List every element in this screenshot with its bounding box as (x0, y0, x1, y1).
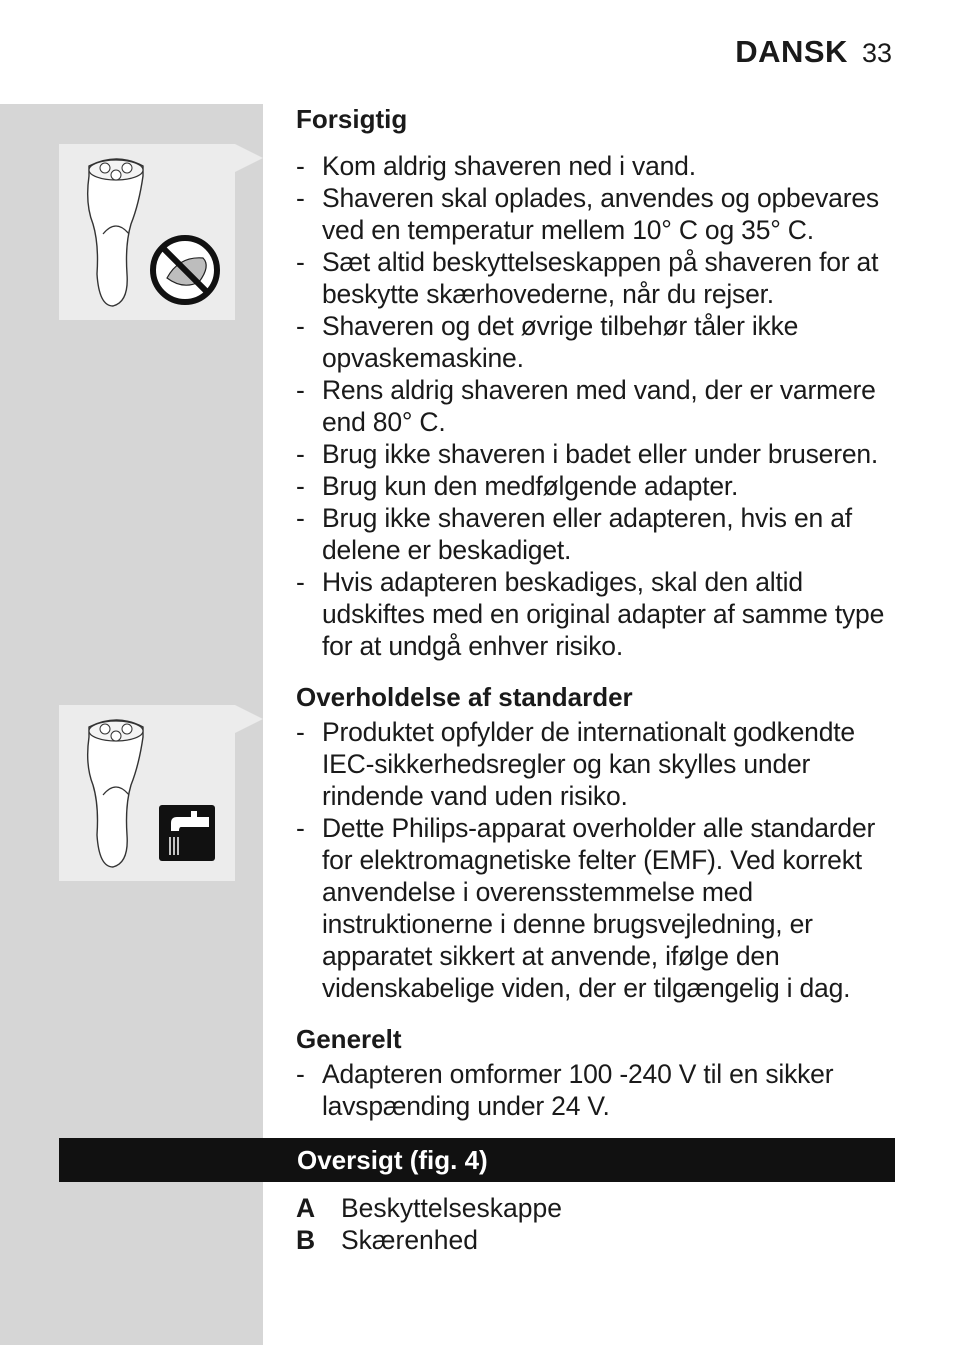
overview-banner (59, 1138, 895, 1182)
part-row (296, 1192, 562, 1224)
part-label: Skærenhed (341, 1225, 479, 1255)
figure-pointer (235, 144, 263, 172)
section-title-general: Generelt (296, 1024, 402, 1054)
part-label: Beskyttelseskappe (341, 1193, 562, 1223)
figure-pointer (235, 705, 263, 733)
shaver-tap-water-icon (59, 705, 235, 881)
list-item: - Kom aldrig shaveren ned i vand. (296, 151, 696, 181)
part-letter: B (296, 1225, 316, 1255)
section-title-caution: Forsigtig (296, 104, 408, 134)
list-item: - Brug ikke shaveren eller adapteren, hvis en af delene er beskadiget. (296, 503, 852, 565)
shaver-no-water-icon (59, 144, 235, 320)
section-title-compliance: Overholdelse af standarder (296, 682, 633, 712)
page-number: 33 (861, 38, 892, 68)
list-item: - Shaveren og det øvrige tilbehør tåler ikke opvaskemaskine. (296, 311, 799, 373)
main-content (296, 100, 896, 1122)
list-item: - Brug ikke shaveren i badet eller under bruseren. (296, 439, 879, 469)
general-list (296, 1058, 896, 1122)
language-label: DANSK (735, 34, 848, 69)
list-item: - Hvis adapteren beskadiges, skal den altid udskiftes med en original adapter af samme type for at undgå enhver risiko. (296, 567, 885, 661)
parts-list (296, 1192, 562, 1256)
page-header (735, 34, 892, 74)
list-item: - Shaveren skal oplades, anvendes og opbevares ved en temperatur mellem 10° C og 35° C. (296, 183, 879, 245)
figure-tap-water (59, 705, 235, 881)
list-item: - Dette Philips-apparat overholder alle standarder for elektromagnetiske felter (EMF). Ved korrekt anvendelse i overensstemmelse med instruktionerne i denne brugsvejledning, er apparatet sikkert at anvende, ifølge den videnskabelige viden, der er tilgængelig i dag. (296, 813, 876, 1003)
list-item: - Adapteren omformer 100 -240 V til en sikker lavspænding under 24 V. (296, 1059, 834, 1121)
caution-list (296, 150, 896, 662)
section-title-overview: Oversigt (fig. 4) (297, 1145, 488, 1175)
list-item: - Sæt altid beskyttelseskappen på shaveren for at beskytte skærhovederne, når du rejser. (296, 247, 879, 309)
figure-no-water (59, 144, 235, 320)
compliance-list (296, 716, 896, 1004)
list-item: - Rens aldrig shaveren med vand, der er varmere end 80° C. (296, 375, 876, 437)
list-item: - Produktet opfylder de internationalt godkendte IEC-sikkerhedsregler og kan skylles under rindende vand uden risiko. (296, 717, 855, 811)
part-letter: A (296, 1193, 316, 1223)
part-row (296, 1224, 562, 1256)
list-item: - Brug kun den medfølgende adapter. (296, 471, 739, 501)
